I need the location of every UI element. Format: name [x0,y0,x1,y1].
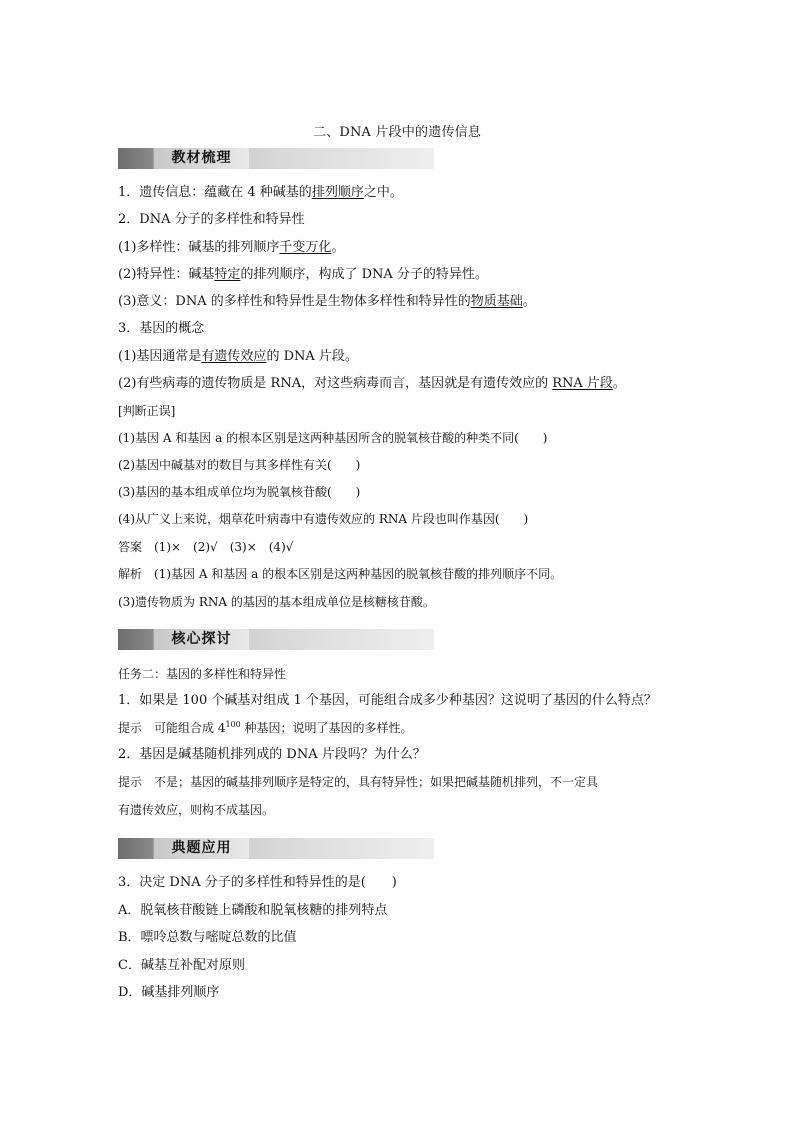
hint-2-line-2: 有遗传效应，则构不成基因。 [118,803,275,817]
judge-heading: [判断正误] [118,404,176,418]
underlined-answer: 特定 [214,267,241,282]
section-label: 核心探讨 [154,629,249,650]
section-header-core-discussion [118,629,434,650]
text-line-2: 2．DNA 分子的多样性和特异性 [118,212,305,227]
mcq-option-a: A．脱氧核苷酸链上磷酸和脱氧核糖的排列特点 [118,903,388,918]
text-line-1: 1．遗传信息：蕴藏在 4 种碱基的排列顺序之中。 [118,185,403,200]
hint-2-line-1: 提示 不是；基因的碱基排列顺序是特定的，具有特异性；如果把碱基随机排列，不一定具 [118,775,599,789]
analysis-line-1: 解析 (1)基因 A 和基因 a 的根本区别是这两种基因的脱氧核苷酸的排列顺序不同。 [118,567,563,581]
underlined-answer: 有遗传效应 [201,349,267,364]
text-line-8: (2)有些病毒的遗传物质是 RNA，对这些病毒而言，基因就是有遗传效应的 RNA 片段。 [118,376,626,391]
question-1: 1．如果是 100 个碱基对组成 1 个基因，可能组合成多少种基因？这说明了基因的什么特点？ [118,693,657,708]
text-line-6: 3．基因的概念 [118,321,205,336]
underlined-answer: 排列顺序 [311,185,364,200]
text-line-5: (3)意义：DNA 的多样性和特异性是生物体多样性和特异性的物质基础。 [118,294,536,309]
underlined-answer: 千变万化 [279,240,332,255]
mcq-option-b: B．嘌呤总数与嘧啶总数的比值 [118,930,297,945]
analysis-line-2: (3)遗传物质为 RNA 的基因的基本组成单位是核糖核苷酸。 [118,595,435,609]
section-label: 教材梳理 [154,148,249,169]
mcq-question: 3．决定 DNA 分子的多样性和特异性的是( ) [118,875,397,890]
text-line-7: (1)基因通常是有遗传效应的 DNA 片段。 [118,349,358,364]
answer-line: 答案 (1)× (2)√ (3)× (4)√ [118,540,294,554]
judge-item-4: (4)从广义上来说，烟草花叶病毒中有遗传效应的 RNA 片段也叫作基因( ) [118,512,529,526]
mcq-option-c: C．碱基互补配对原则 [118,958,245,973]
task-title: 任务二：基因的多样性和特异性 [118,667,287,681]
page-title: 二、DNA 片段中的遗传信息 [312,125,482,140]
judge-item-1: (1)基因 A 和基因 a 的根本区别是这两种基因所含的脱氧核苷酸的种类不同( ) [118,431,548,445]
text-line-3: (1)多样性：碱基的排列顺序千变万化。 [118,240,345,255]
judge-item-3: (3)基因的基本组成单位均为脱氧核苷酸( ) [118,485,361,499]
mcq-option-d: D．碱基排列顺序 [118,985,220,1000]
section-header-typical-application [118,838,434,859]
text-line-4: (2)特异性：碱基特定的排列顺序，构成了 DNA 分子的特异性。 [118,267,488,282]
underlined-answer: RNA 片段 [552,376,613,391]
section-header-textbook-review [118,148,434,169]
underlined-answer: 物质基础 [470,294,523,309]
judge-item-2: (2)基因中碱基对的数目与其多样性有关( ) [118,458,361,472]
question-2: 2．基因是碱基随机排列成的 DNA 片段吗？为什么？ [118,747,426,762]
hint-1: 提示 可能组合成 $4^{100}$ 种基因；说明了基因的多样性。 [118,720,413,735]
section-label: 典题应用 [154,838,249,859]
